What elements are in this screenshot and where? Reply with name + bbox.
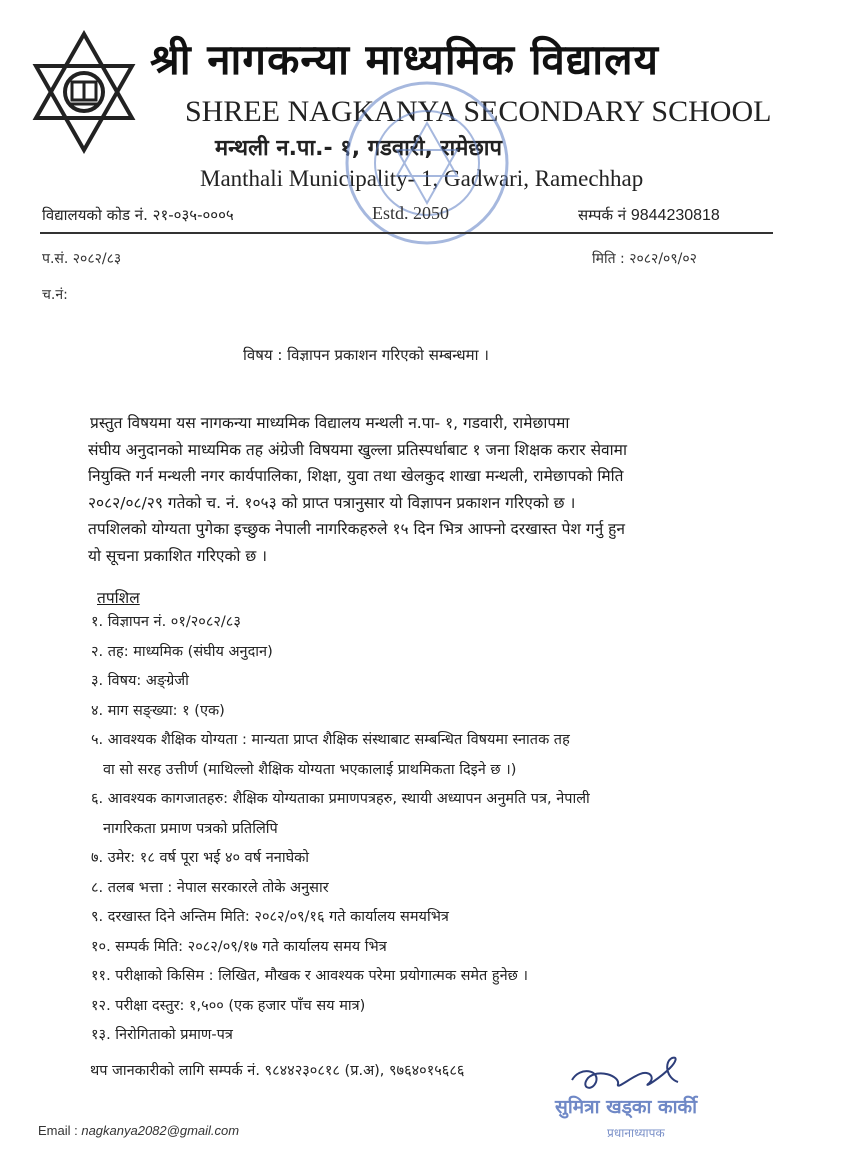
letter-body xyxy=(88,410,760,569)
detail-item-continuation: नागरिकता प्रमाण पत्रको प्रतिलिपि xyxy=(103,820,278,837)
detail-item: ५. आवश्यक शैक्षिक योग्यता : मान्यता प्राप्त शैक्षिक संस्थाबाट सम्बन्धित विषयमा स्नातक तह xyxy=(91,732,570,748)
detail-item: २. तह: माध्यमिक (संघीय अनुदान) xyxy=(91,643,273,660)
detail-item: १०. सम्पर्क मिति: २०८२/०९/१७ गते कार्यालय समय भित्र xyxy=(91,938,387,955)
detail-item: ३. विषय: अङ्ग्रेजी xyxy=(91,673,189,689)
header-divider xyxy=(40,232,773,234)
school-name-nepali: श्री नागकन्या माध्यमिक विद्यालय xyxy=(150,35,659,84)
body-line: तपशिलको योग्यता पुगेका इच्छुक नेपाली नागरिकहरुले १५ दिन भित्र आफ्नो दरखास्त पेश गर्नु हुन xyxy=(88,520,625,538)
body-line: प्रस्तुत विषयमा यस नागकन्या माध्यमिक विद्यालय मन्थली न.पा- १, गडवारी, रामेछापमा xyxy=(90,414,570,432)
detail-item: १३. निरोगिताको प्रमाण-पत्र xyxy=(91,1027,233,1043)
email-label: Email : xyxy=(38,1123,82,1138)
school-seal-stamp-icon xyxy=(340,76,515,251)
further-info: थप जानकारीको लागि सम्पर्क नं. ९८४४२३०८१८ (प्र.अ), ९७६४०१५६८६ xyxy=(90,1063,465,1079)
address-english: Manthali Municipality- 1, Gadwari, Ramechhap xyxy=(200,166,644,191)
detail-item: ११. परीक्षाको किसिम : लिखित, मौखक र आवश्यक परेमा प्रयोगात्मक समेत हुनेछ । xyxy=(91,968,528,984)
detail-item: ७. उमेर: १८ वर्ष पूरा भई ४० वर्ष ननाघेको xyxy=(91,850,310,866)
detail-item-continuation: वा सो सरह उत्तीर्ण (माथिल्लो शैक्षिक योग्यता भएकालाई प्राथमिकता दिइने छ ।) xyxy=(103,761,517,778)
contact-number xyxy=(578,205,720,225)
detail-item: १२. परीक्षा दस्तुर: १,५०० (एक हजार पाँच सय मात्र) xyxy=(91,997,366,1014)
letter-subject: विषय : विज्ञापन प्रकाशन गरिएको सम्बन्धमा । xyxy=(243,346,489,364)
school-code: विद्यालयको कोड नं. २१-०३५-०००५ xyxy=(42,206,234,224)
body-line: नियुक्ति गर्न मन्थली नगर कार्यपालिका, शिक्षा, युवा तथा खेलकुद शाखा मन्थली, रामेछापको मिति xyxy=(88,467,624,485)
letter-date: मिति : २०८२/०९/०२ xyxy=(592,251,697,267)
email-address[interactable]: nagkanya2082@gmail.com xyxy=(81,1123,240,1138)
dispatch-number: च.नं: xyxy=(42,287,68,303)
body-line: संघीय अनुदानको माध्यमिक तह अंग्रेजी विषयमा खुल्ला प्रतिस्पर्धाबाट १ जना शिक्षक करार सेवामा xyxy=(88,440,627,459)
detail-item: ९. दरखास्त दिने अन्तिम मिति: २०८२/०९/१६ गते कार्यालय समयभित्र xyxy=(91,909,449,925)
detail-item: ४. माग सङ्ख्या: १ (एक) xyxy=(91,702,225,719)
signer-title: प्रधानाध्यापक xyxy=(607,1126,665,1140)
school-name-english: SHREE NAGKANYA SECONDARY SCHOOL xyxy=(185,95,772,128)
detail-item: ८. तलब भत्ता : नेपाल सरकारले तोके अनुसार xyxy=(91,879,329,896)
footer-email xyxy=(38,1123,239,1138)
body-lines xyxy=(88,410,760,569)
detail-item: १. विज्ञापन नं. ०१/२०८२/८३ xyxy=(91,614,241,630)
address-nepali: मन्थली न.पा.- १, गडवारी, रामेछाप xyxy=(215,136,502,161)
body-line: २०८२/०८/२९ गतेको च. नं. १०५३ को प्राप्त पत्रानुसार यो विज्ञापन प्रकाशन गरिएको छ । xyxy=(88,493,576,512)
body-line: यो सूचना प्रकाशित गरिएको छ । xyxy=(88,546,268,565)
details-heading: तपशिल xyxy=(97,589,140,607)
nepal-star-emblem-icon xyxy=(30,30,138,154)
signer-name: सुमित्रा खड्का कार्की xyxy=(555,1096,698,1118)
established-year: Estd. 2050 xyxy=(372,203,450,223)
detail-item: ६. आवश्यक कागजातहरु: शैक्षिक योग्यताका प्रमाणपत्रहरु, स्थायी अध्यापन अनुमति पत्र, नेपाली xyxy=(91,791,590,807)
contact-label: सम्पर्क नं xyxy=(578,206,627,224)
contact-phone: 9844230818 xyxy=(630,207,720,224)
reference-number: प.सं. २०८२/८३ xyxy=(42,251,122,267)
signature-icon xyxy=(560,1048,690,1098)
